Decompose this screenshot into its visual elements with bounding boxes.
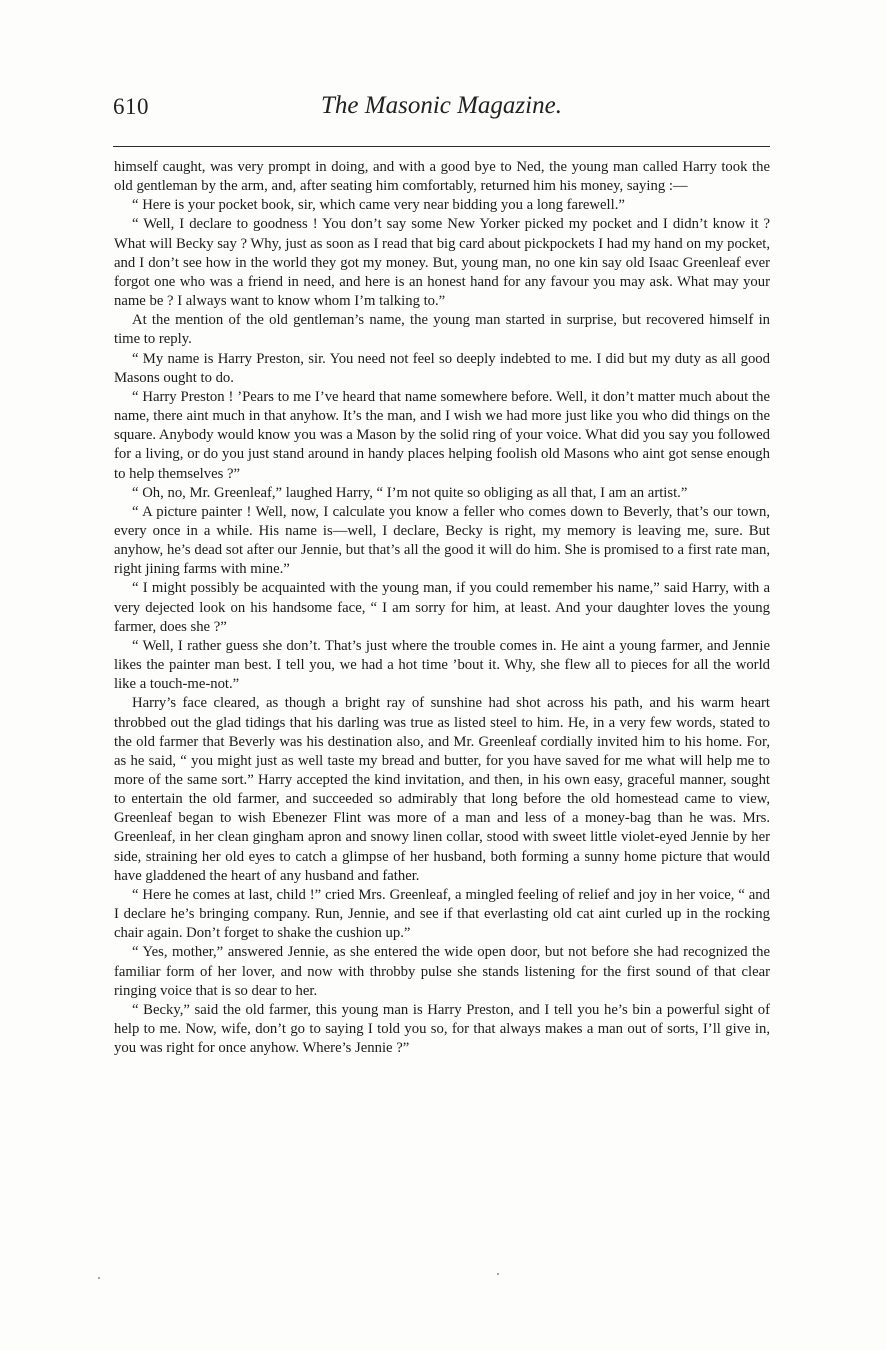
page-header <box>113 92 770 132</box>
page-number: 610 <box>113 94 149 119</box>
paragraph: “ Becky,” said the old farmer, this young man is Harry Preston, and I tell you he’s bin a powerful sight of help to me. Now, wife, don’t go to saying I told you so, for that always makes a man out of sorts, I’ll give in, you was right for once anyhow. Where’s Jennie ?” <box>114 1001 770 1057</box>
paragraph: At the mention of the old gentleman’s name, the young man started in surprise, but recovered himself in time to reply. <box>114 312 770 348</box>
paragraph: “ Oh, no, Mr. Greenleaf,” laughed Harry, “ I’m not quite so obliging as all that, I am an artist.” <box>132 484 688 501</box>
paragraph: “ Yes, mother,” answered Jennie, as she entered the wide open door, but not before she had recognized the familiar form of her lover, and now with throbby pulse she stands listening for the first sound of that clear ringing voice that is so dear to her. <box>114 944 770 999</box>
article-body <box>114 158 770 1058</box>
paragraph: himself caught, was very prompt in doing, and with a good bye to Ned, the young man called Harry took the old gentleman by the arm, and, after seating him comfortably, returned him his money, saying :— <box>114 159 770 195</box>
running-title: The Masonic Magazine. <box>321 92 562 119</box>
ink-speck <box>497 1273 499 1275</box>
paragraph: Harry’s face cleared, as though a bright ray of sunshine had shot across his path, and his warm heart throbbed out the glad tidings that his darling was true as listed steel to him. He, in a very few words, stated to the old farmer that Beverly was his destination also, and Mr. Greenleaf cordially invited him to his home. For, as he said, “ you might just as well taste my bread and butter, for you have saved for me what will help me to more of the same sort.” Harry accepted the kind invitation, and then, in his own easy, graceful manner, sought to entertain the old farmer, and succeeded so admirably that long before the old homestead came to view, Greenleaf began to wish Ebenezer Flint was more of a man and less of a money-bag than he was. Mrs. Greenleaf, in her clean gingham apron and snowy linen collar, stood with sweet little violet-eyed Jennie by her side, straining her old eyes to catch a glimpse of her husband, both forming a sunny home picture that would have gladdened the heart of any husband and father. <box>114 695 770 884</box>
header-rule <box>113 146 770 147</box>
paragraph: “ Here he comes at last, child !” cried Mrs. Greenleaf, a mingled feeling of relief and joy in her voice, “ and I declare he’s bringing company. Run, Jennie, and see if that everlasting old cat aint curled up in the rocking chair again. Don’t forget to shake the cushion up.” <box>114 886 770 942</box>
ink-speck <box>98 1277 100 1279</box>
paragraph: “ Well, I rather guess she don’t. That’s just where the trouble comes in. He aint a young farmer, and Jennie likes the painter man best. I tell you, we had a hot time ’bout it. Why, she flew all to pieces for all the world like a touch-me-not.” <box>114 637 770 693</box>
paragraph: “ Well, I declare to goodness ! You don’t say some New Yorker picked my pocket and I didn’t know it ? What will Becky say ? Why, just as soon as I read that big card about pickpockets I had my hand on my pocket, and I don’t see how in the world they got my money. But, young man, no one kin say old Isaac Greenleaf ever forgot one who was a friend in need, and here is an honest hand for any favour you may ask. What may your name be ? I always want to know whom I’m talking to.” <box>114 216 770 310</box>
paragraph: “ Harry Preston ! ’Pears to me I’ve heard that name somewhere before. Well, it don’t matter much about the name, there aint much in that anyhow. It’s the man, and I wish we had more just like you who did things on the square. Anybody would know you was a Mason by the solid ring of your voice. What did you say you followed for a living, or do you just stand around in handy places helping foolish old Masons who aint got sense enough to help themselves ?” <box>114 388 770 482</box>
paragraph: “ I might possibly be acquainted with the young man, if you could remember his name,” said Harry, with a very dejected look on his handsome face, “ I am sorry for him, at least. And your daughter loves the young farmer, does she ?” <box>114 580 770 635</box>
paragraph: “ A picture painter ! Well, now, I calculate you know a feller who comes down to Beverly, that’s our town, every once in a while. His name is—well, I declare, Becky is right, my memory is leaving me, sure. But anyhow, he’s dead sot after our Jennie, but that’s all the good it will do him. She is promised to a first rate man, right jining farms with mine.” <box>114 503 770 578</box>
paragraph: “ My name is Harry Preston, sir. You need not feel so deeply indebted to me. I did but my duty as all good Masons ought to do. <box>114 350 770 386</box>
paragraph: “ Here is your pocket book, sir, which came very near bidding you a long farewell.” <box>132 197 625 214</box>
